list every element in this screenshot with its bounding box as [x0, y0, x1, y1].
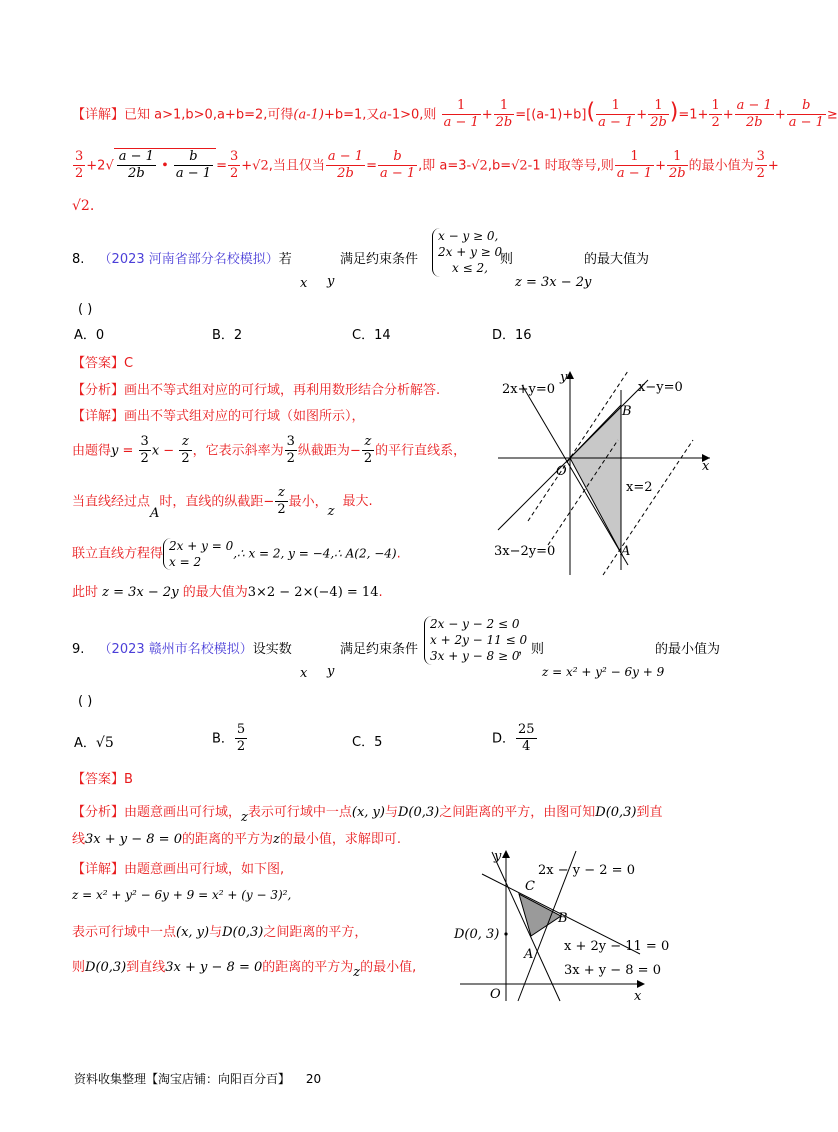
q9-constraints: 2x − y − 2 ≤ 0 x + 2y − 11 ≤ 0 3x + y − 8 ≥ 0 [424, 616, 527, 665]
q9-detail: 【详解】由题意画出可行域，如下图, [72, 862, 285, 877]
p7-line-3: √2. [72, 198, 95, 214]
label-x-plus-2y-minus-11: x + 2y − 11 = 0 [564, 939, 670, 954]
label-3x-minus-2y: 3x−2y=0 [494, 544, 556, 559]
answer-paren: ( ) [78, 694, 93, 709]
q8-answer: 【答案】C [72, 356, 134, 371]
q8-option-d[interactable]: D．16 [492, 328, 532, 343]
q9-option-d[interactable]: D． $\frac{25}{4}$ [492, 722, 535, 755]
q9-answer: 【答案】B [72, 772, 133, 787]
question-number: 9. [72, 642, 85, 657]
q9-analysis-2: 线3x + y − 8 = 0的距离的平方为z的最小值，求解即可. [72, 832, 401, 847]
q8-option-a[interactable]: A．0 [74, 328, 105, 343]
label-x-eq-2: x=2 [626, 480, 653, 495]
label-x-minus-y: x−y=0 [638, 380, 683, 395]
point-a-label: A [524, 947, 534, 962]
x-axis-label: x [634, 989, 642, 1004]
answer-paren: ( ) [78, 302, 93, 317]
q8-constraints: x − y ≥ 0, 2x + y ≥ 0, x ≤ 2, [432, 228, 506, 277]
x-axis-label: x [702, 459, 710, 474]
page-number: 20 [305, 1072, 322, 1086]
q8-option-c[interactable]: C．14 [352, 328, 391, 343]
point-d [504, 932, 507, 935]
q9-equation: z = x² + y² − 6y + 9 = x² + (y − 3)², [72, 888, 292, 902]
q9-feasible-region-figure [452, 846, 670, 1006]
label-2x-minus-y-minus-2: 2x − y − 2 = 0 [538, 863, 635, 878]
point-b: B [622, 404, 632, 419]
objective: z = x² + y² − 6y + 9 [542, 665, 665, 679]
y-axis-label: y [560, 370, 568, 385]
q8-line-2: 当直线经过点A时，直线的纵截距− $\frac{z}{2}$ 最小，z最大. [72, 485, 373, 522]
y-axis-arrow [502, 850, 510, 858]
q9-stem: 9. （2023 赣州市名校模拟）设实数 [72, 642, 292, 657]
point-c-label: C [525, 879, 535, 894]
origin-o: O [490, 987, 501, 1002]
q8-stem: 8. （2023 河南省部分名校模拟）若 [72, 252, 292, 267]
q9-option-a[interactable]: A．√5 [74, 735, 114, 751]
label-2x-plus-y: 2x+y=0 [502, 382, 556, 397]
label-3x-plus-y-minus-8: 3x + y − 8 = 0 [564, 963, 661, 978]
page-footer [74, 1072, 321, 1086]
q8-feasible-region-figure [488, 365, 720, 580]
p7-line-2: $\frac{3}{2}$ +2√ $\frac{a - 1}{2b}$ • $\frac{b}{a - 1}$ = $\frac{3}{2}$ +√2,当且仅当 $\frac{a - 1}{2b}$ = $\frac{b}{a - 1}$ ,即 a=3-√2,b=√2-1 时取等号,则 $\frac{1}{a - 1}$ + $\frac{1}{2b}$ 的最小值为 $\frac{3}{2}$ + [75, 149, 779, 182]
footer-text: 资料收集整理【淘宝店铺：向阳百分百】 [74, 1072, 291, 1086]
q8-detail: 【详解】画出不等式组对应的可行域（如图所示）， [72, 409, 365, 424]
x-axis-arrow [637, 980, 645, 988]
detail-tag: 【详解】 [72, 107, 125, 123]
fraction: $\frac{1}{a - 1}$ [443, 98, 479, 131]
label-d: D(0, 3) [454, 927, 500, 942]
question-source: （2023 赣州市名校模拟） [98, 642, 253, 657]
question-number: 8. [72, 252, 85, 267]
y-axis-label: y [494, 849, 502, 864]
origin-o: O [556, 464, 567, 479]
point-b-label: B [558, 911, 568, 926]
q9-option-b[interactable]: B． $\frac{5}{2}$ [212, 722, 246, 755]
q8-line-3: 联立直线方程得 2x + y = 0 x = 2 ,∴ x = 2, y = −4,∴ A(2, −4). [72, 539, 401, 570]
q8-option-b[interactable]: B．2 [212, 328, 243, 343]
feasible-region [519, 894, 561, 936]
q9-analysis-1: 【分析】由题意画出可行域，z表示可行域中一点(x, y)与D(0,3)之间距离的平方，由图可知D(0,3)到直 [72, 805, 663, 825]
p7-line-1: 【详解】已知 a>1,b>0,a+b=2,可得(a-1)+b=1,又a-1>0,则 $\frac{1}{a - 1}$ + $\frac{1}{2b}$ =[(a-1)+b]( $\frac{1}{a - 1}$ + $\frac{1}{2b}$ )=1+ $\frac{1}{2}$ + $\frac{a - 1}{2b}$ + $\frac{b}{a - 1}$ ≥ [72, 98, 838, 131]
q8-analysis: 【分析】画出不等式组对应的可行域，再利用数形结合分析解答. [72, 383, 441, 398]
point-a: A [621, 544, 631, 559]
q8-line-1: 由题得y = $\frac{3}{2}$ x − $\frac{z}{2}$ ，它表示斜率为 $\frac{3}{2}$ 纵截距为− $\frac{z}{2}$ 的平行直线系， [72, 434, 467, 467]
question-source: （2023 河南省部分名校模拟） [98, 252, 279, 267]
q8-line-4: 此时 z = 3x − 2y 的最大值为3×2 − 2×(−4) = 14. [72, 585, 383, 600]
objective: z = 3x − 2y [515, 275, 592, 290]
q9-option-c[interactable]: C．5 [352, 735, 383, 750]
q9-line-1: 表示可行域中一点(x, y)与D(0,3)之间距离的平方， [72, 925, 368, 940]
q9-line-2: 则D(0,3)到直线3x + y − 8 = 0的距离的平方为z的最小值, [72, 960, 417, 980]
